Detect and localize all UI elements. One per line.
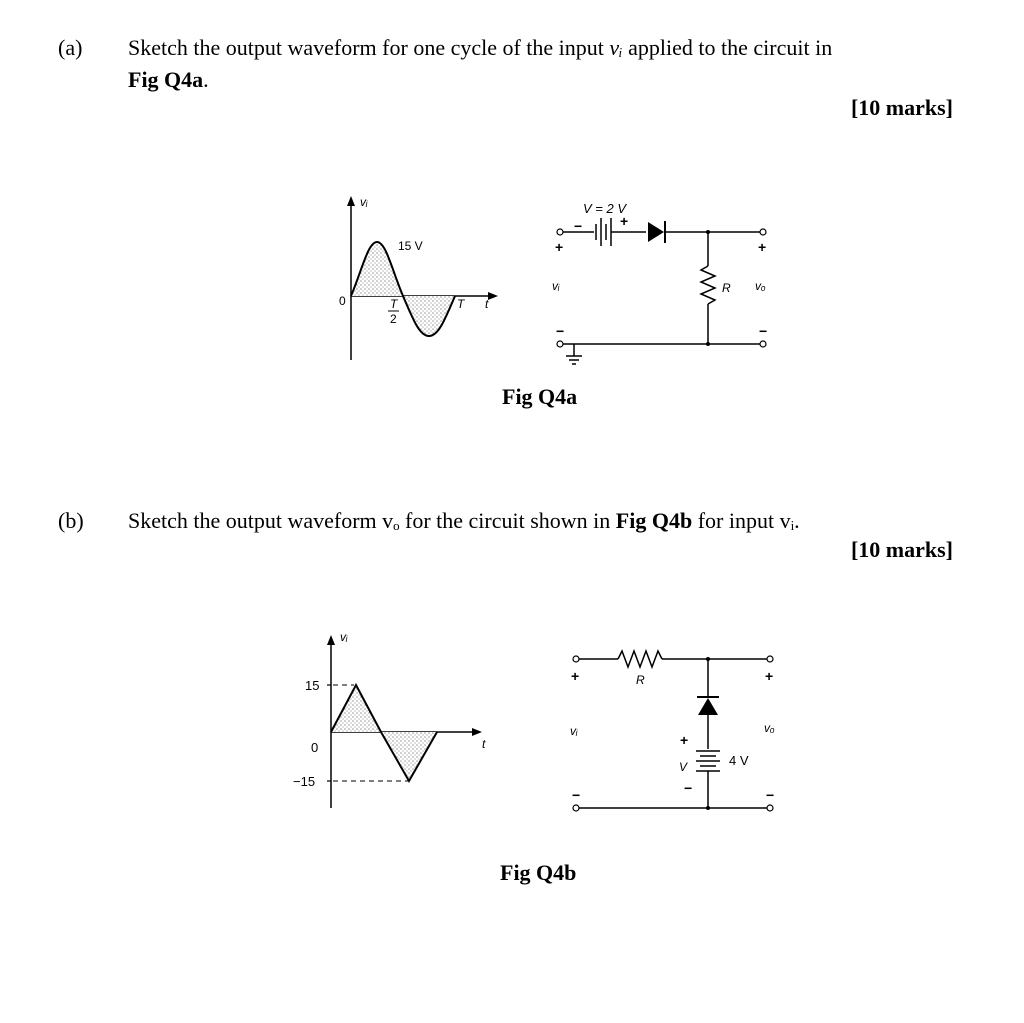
fig-b-resistor-label: R	[636, 673, 645, 687]
question-a-label: (a)	[58, 35, 83, 60]
fig-b-input-plus: +	[571, 668, 580, 684]
fig-b-battery-symbol: V	[679, 760, 688, 774]
fig-a-caption: Fig Q4a	[502, 384, 578, 409]
question-a-fig-ref: Fig Q4a	[128, 67, 204, 92]
fig-b-input-minus: −	[572, 787, 581, 803]
question-b-text-end: for input vᵢ.	[692, 508, 800, 533]
fig-a-origin-label: 0	[339, 294, 346, 308]
fig-a-t-label: t	[485, 297, 489, 311]
question-a-vi-symbol: vᵢ	[609, 35, 623, 60]
question-b-fig-ref: Fig Q4b	[615, 508, 693, 533]
question-a-marks: [10 marks]	[850, 95, 953, 120]
fig-b-t-label: t	[482, 737, 486, 751]
fig-b-battery-minus: −	[684, 780, 693, 796]
fig-a-battery-plus: +	[620, 213, 629, 229]
fig-b-tick-top: 15	[305, 678, 320, 693]
fig-a-battery-minus: −	[574, 218, 583, 234]
fig-b-tick-bottom: −15	[293, 774, 316, 789]
fig-b-output-minus: −	[766, 787, 775, 803]
fig-b-output-top-terminal	[767, 656, 773, 662]
fig-b-battery-plus: +	[680, 732, 689, 748]
fig-a-input-plus: +	[555, 239, 564, 255]
fig-a-y-label: vᵢ	[360, 195, 368, 209]
fig-a-period-label: T	[457, 297, 465, 311]
fig-a-battery-label: V = 2 V	[583, 201, 626, 216]
question-a-period: .	[203, 67, 209, 92]
fig-b-input-label: vᵢ	[570, 724, 578, 738]
question-b-text: Sketch the output waveform vₒ for the circuit shown in	[128, 508, 616, 533]
fig-b-resistor-icon	[618, 651, 662, 667]
fig-b-caption: Fig Q4b	[500, 860, 577, 885]
question-a-text: Sketch the output waveform for one cycle of the input	[128, 35, 610, 60]
fig-a-half-period-num: T	[390, 297, 398, 311]
fig-a-output-plus: +	[758, 239, 767, 255]
fig-b-output-label: vₒ	[764, 721, 775, 735]
fig-b-output-bottom-terminal	[767, 805, 773, 811]
fig-b-tick-zero: 0	[311, 740, 319, 755]
question-a-text-end: applied to the circuit in	[622, 35, 833, 60]
fig-b-input-top-terminal	[573, 656, 579, 662]
fig-a-output-label: vₒ	[755, 279, 766, 293]
fig-a-amplitude-label: 15 V	[398, 239, 423, 253]
question-b-label: (b)	[58, 508, 84, 533]
fig-a-input-minus: −	[556, 323, 565, 339]
fig-a-output-minus: −	[759, 323, 768, 339]
fig-b-output-plus: +	[765, 668, 774, 684]
fig-b-battery-value: 4 V	[729, 753, 749, 768]
fig-a-resistor-label: R	[722, 281, 731, 295]
question-b-marks: [10 marks]	[850, 537, 953, 562]
fig-b-input-bottom-terminal	[573, 805, 579, 811]
fig-a-input-label: vᵢ	[552, 279, 560, 293]
fig-b-y-label: vᵢ	[340, 630, 348, 644]
fig-a-half-period-den: 2	[390, 312, 397, 326]
